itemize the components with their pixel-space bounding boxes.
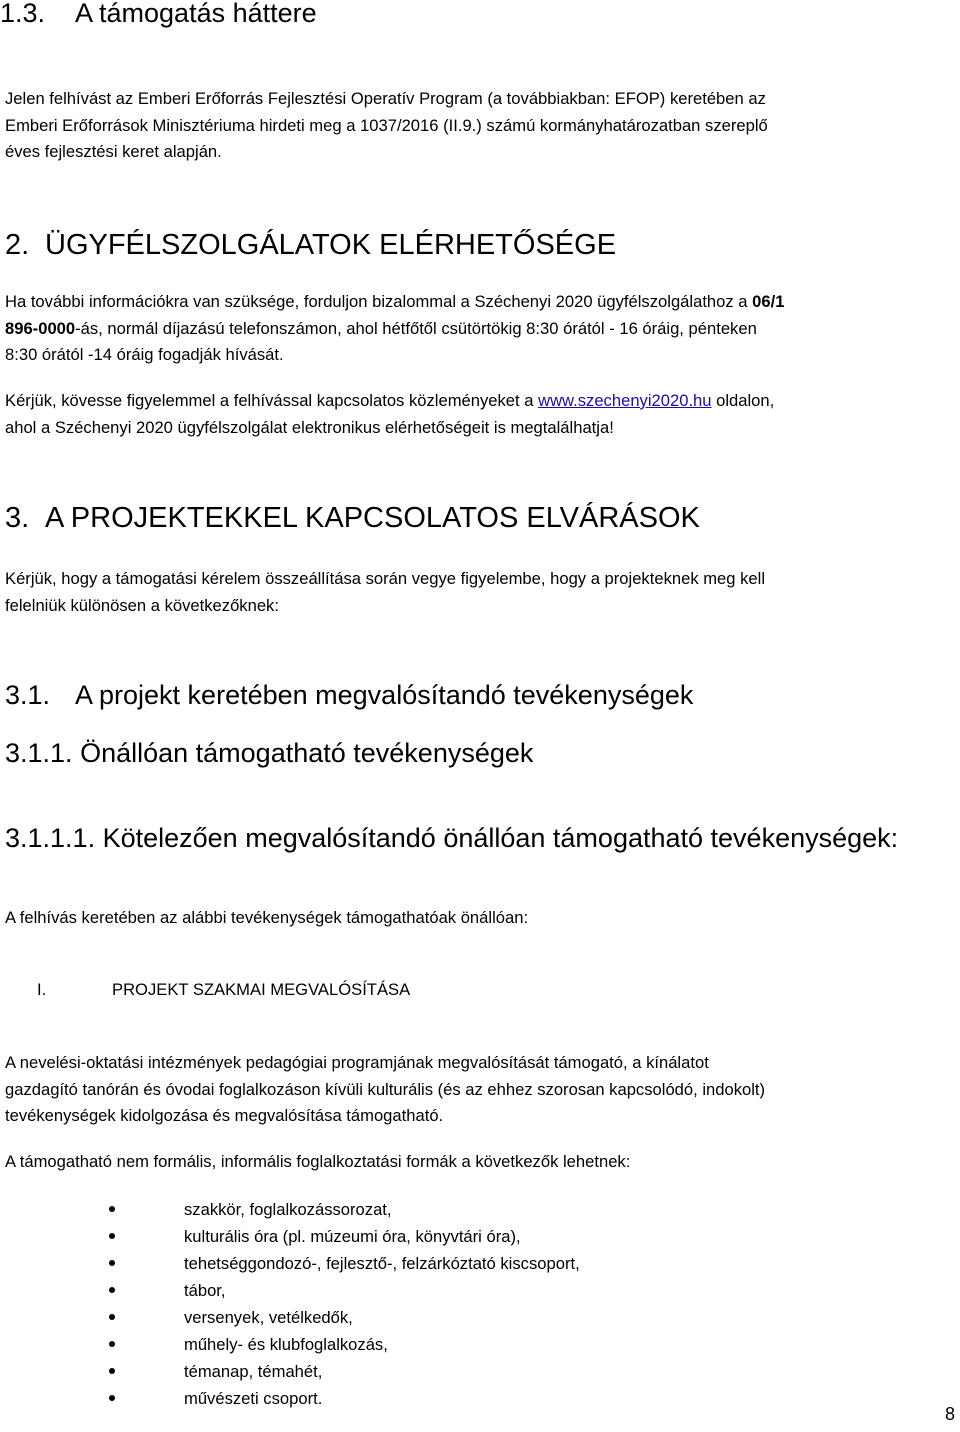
bullet-icon [109, 1368, 115, 1374]
text-span: -ás, normál díjazású telefonszámon, ahol hétfőtől csütörtökig 8:30 órától - 16 óráig, pénteken [75, 318, 757, 338]
list-item [184, 1196, 580, 1223]
activity-list [184, 1196, 580, 1412]
text-line: gazdagító tanórán és óvodai foglalkozáson kívüli kulturális (és az ehhez szorosan kapcsolódó, indokolt) [5, 1079, 766, 1099]
heading-title: A támogatás háttere [75, 0, 317, 28]
website-link[interactable]: www.szechenyi2020.hu [538, 391, 712, 410]
list-item-text: műhely- és klubfoglalkozás, [184, 1335, 388, 1354]
phone-prefix: 06/1 [752, 292, 785, 311]
bullet-icon [109, 1233, 115, 1239]
text-span: Ha további információkra van szüksége, forduljon bizalommal a Széchenyi 2020 ügyfélszolgálathoz a [5, 292, 753, 311]
paragraph-efop [5, 86, 955, 166]
bullet-icon [109, 1206, 115, 1212]
heading-title: Kötelezően megvalósítandó önállóan támogatható tevékenységek: [102, 823, 899, 853]
list-item [184, 1250, 580, 1277]
text-line: felelniük különösen a következőknek: [5, 595, 279, 615]
list-item-text: kulturális óra (pl. múzeumi óra, könyvtári óra), [184, 1227, 521, 1246]
paragraph-contact [5, 289, 955, 369]
paragraph-activities [5, 1050, 955, 1130]
text-span: Kérjük, kövesse figyelemmel a felhívással kapcsolatos közleményeket a [5, 391, 539, 410]
roman-heading [37, 980, 410, 1000]
text-line: Jelen felhívást az Emberi Erőforrás Fejlesztési Operatív Program (a továbbiakban: EFOP) keretében az [5, 89, 766, 108]
bullet-icon [109, 1395, 115, 1401]
page-number: 8 [945, 1404, 956, 1424]
text-line [5, 316, 955, 343]
text-line: éves fejlesztési keret alapján. [5, 142, 222, 161]
paragraph-website [5, 388, 955, 441]
heading-1-3 [0, 0, 317, 29]
heading-3 [5, 502, 700, 535]
text-line: Kérjük, hogy a támogatási kérelem összeállítása során vegye figyelembe, hogy a projekteknek meg kell [5, 569, 766, 588]
heading-title: ÜGYFÉLSZOLGÁLATOK ELÉRHETŐSÉGE [45, 229, 617, 261]
list-intro: A támogatható nem formális, informális foglalkoztatási formák a következők lehetnek: [5, 1152, 631, 1171]
heading-number: 3.1.1. [5, 738, 73, 768]
heading-3-1 [5, 680, 693, 711]
text-line: ahol a Széchenyi 2020 ügyfélszolgálat elektronikus elérhetőségeit is megtalálhatja! [5, 417, 614, 437]
heading-3-1-1 [5, 738, 533, 769]
list-item-text: versenyek, vetélkedők, [184, 1308, 353, 1327]
list-item-text: tábor, [184, 1281, 226, 1300]
text-line [5, 289, 955, 316]
list-item-text: témanap, témahét, [184, 1362, 323, 1381]
bullet-icon [109, 1260, 115, 1266]
text-line: tevékenységek kidolgozása és megvalósítása támogatható. [5, 1106, 444, 1125]
list-item-text: szakkör, foglalkozássorozat, [184, 1200, 392, 1219]
phone-number: 896-0000 [5, 318, 76, 338]
intro-text: A felhívás keretében az alábbi tevékenységek támogathatóak önállóan: [5, 908, 529, 927]
list-item [184, 1331, 580, 1358]
heading-2 [5, 229, 616, 262]
list-item [184, 1277, 580, 1304]
heading-title: Önállóan támogatható tevékenységek [80, 738, 534, 768]
heading-title: A PROJEKTEKKEL KAPCSOLATOS ELVÁRÁSOK [45, 502, 700, 534]
list-item [184, 1385, 580, 1412]
heading-number: 3. [5, 502, 30, 534]
heading-title: A projekt keretében megvalósítandó tevékenységek [75, 680, 694, 710]
bullet-icon [109, 1287, 115, 1293]
heading-number: 1.3. [0, 0, 46, 28]
paragraph-expectations [5, 566, 955, 619]
bullet-icon [109, 1314, 115, 1320]
list-item [184, 1223, 580, 1250]
list-item [184, 1304, 580, 1331]
heading-number: 3.1.1.1. [5, 823, 96, 853]
text-line [5, 388, 955, 415]
text-span: oldalon, [711, 391, 775, 410]
heading-number: 3.1. [5, 680, 51, 710]
heading-number: 2. [5, 229, 30, 261]
heading-3-1-1-1 [5, 823, 898, 854]
text-line: 8:30 órától -14 óráig fogadják hívását. [5, 345, 284, 364]
list-item-text: művészeti csoport. [184, 1389, 323, 1408]
roman-number: I. [37, 980, 47, 999]
text-line: A nevelési-oktatási intézmények pedagógiai programjának megvalósítását támogató, a kínálatot [5, 1053, 709, 1072]
list-item-text: tehetséggondozó-, fejlesztő-, felzárkóztató kiscsoport, [184, 1254, 580, 1273]
list-item [184, 1358, 580, 1385]
roman-title: PROJEKT SZAKMAI MEGVALÓSÍTÁSA [112, 980, 411, 999]
bullet-icon [109, 1341, 115, 1347]
text-line: Emberi Erőforrások Minisztériuma hirdeti meg a 1037/2016 (II.9.) számú kormányhatározatban szereplő [5, 115, 768, 135]
